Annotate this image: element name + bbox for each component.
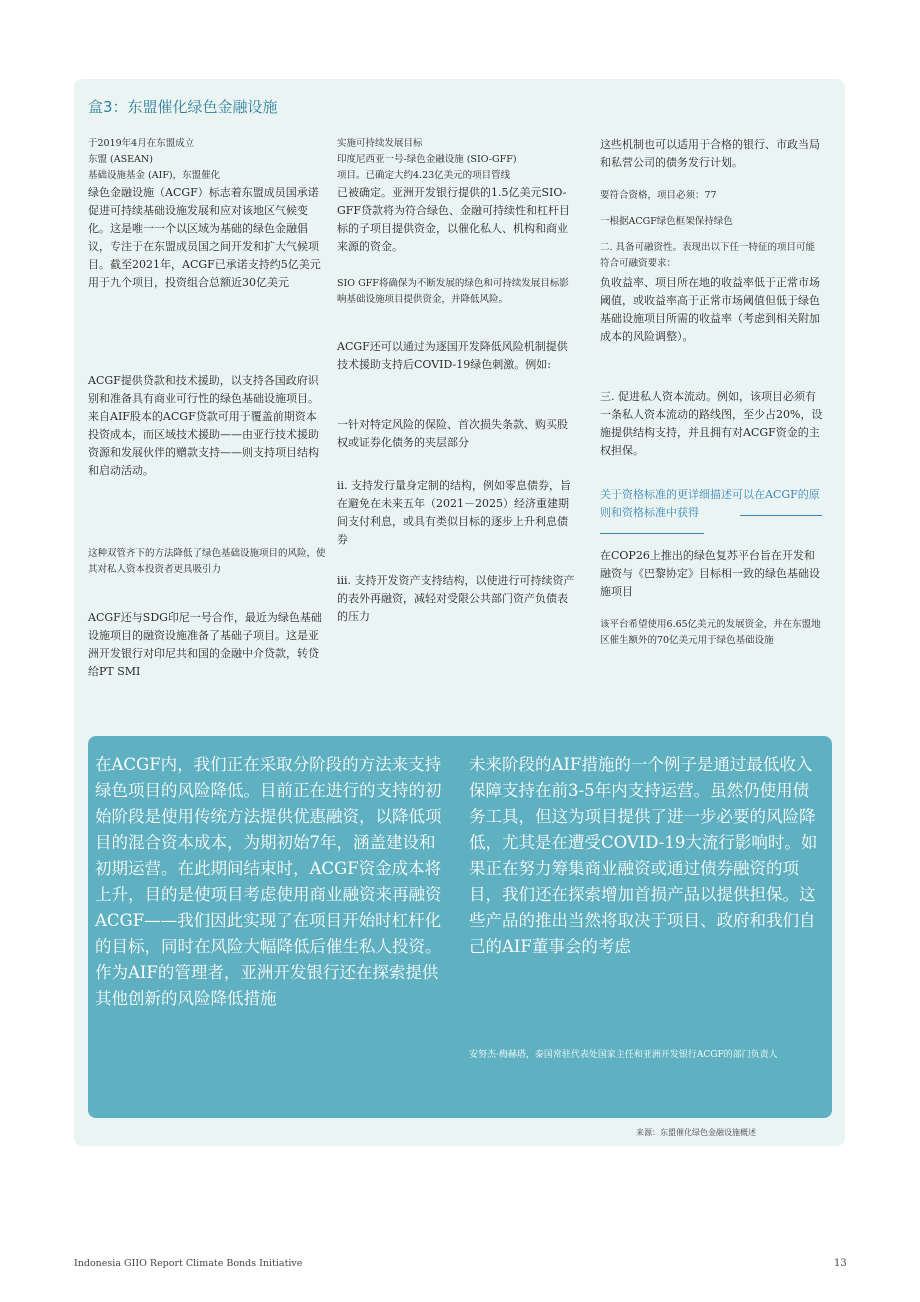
col2-para-3: SIO GFF将确保为不断发展的绿色和可持续发展目标影响基础设施项目提供资金，并降低风险。: [337, 278, 569, 305]
col2-para-4-wrap: [337, 338, 575, 374]
col3-para-3: 一根据ACGF绿色框架保持绿色: [600, 216, 733, 227]
col2-para-6-wrap: [337, 477, 575, 549]
quote-attribution: 安努杰·梅赫塔，泰国常驻代表处国家主任和亚洲开发银行ACGF的部门负责人: [469, 1050, 778, 1060]
col3-para-6: 三. 促进私人资本流动。例如，该项目必须有一条私人资本流动的路线图，至少占20%，设施提供结构支持，并且拥有对ACGF资金的主权担保。: [600, 390, 823, 457]
col1-line-a: 于2019年4月在东盟成立: [88, 138, 195, 149]
quote-left: 在ACGF内，我们正在采取分阶段的方法来支持绿色项目的风险降低。目前正在进行的支持的初始阶段是使用传统方法提供优惠融资，以降低项目的混合资本成本，为期初始7年，涵盖建设和初期运营。在此期间结束时，ACGF资金成本将上升，目的是使项目考虑使用商业融资来再融资ACGF——我们因此实现了在项目开始时杠杆化的目标，同时在风险大幅降低后催生私人投资。作为AIF的管理者，亚洲开发银行还在探索提供其他创新的风险降低措施: [95, 755, 442, 1008]
col3-para-3-wrap: [600, 214, 824, 230]
col2-para-7-wrap: [337, 572, 575, 626]
col1-para-4: 这种双管齐下的方法降低了绿色基础设施项目的风险，使其对私人资本投资者更具吸引力: [88, 548, 326, 575]
col2-para-6: ii. 支持发行量身定制的结构，例如零息债券，旨在避免在未来五年（2021－2025）经济重建期间支付利息，或具有类似目标的逐步上升利息债券: [337, 479, 572, 546]
col3-para-6-wrap: [600, 388, 824, 460]
col3-para-4-wrap: [600, 240, 824, 272]
col1-para-5: ACGF还与SDG印尼一号合作，最近为绿色基础设施项目的融资设施准备了基础子项目。这是亚洲开发银行对印尼共和国的金融中介贷款，转贷给PT SMI: [88, 611, 322, 678]
col1-para-5-wrap: [88, 609, 326, 681]
col2-para-2: 已被确定。亚洲开发银行提供的1.5亿美元SIO-GFF贷款将为符合绿色、金融可持续性和杠杆目标的子项目提供资金，以催化私人、机构和商业来源的资金。: [337, 186, 571, 253]
col3-para-8-wrap: [600, 547, 824, 601]
col3-para-2-wrap: [600, 188, 824, 204]
col1-para-3-wrap: [88, 372, 326, 480]
col2-para-5-wrap: [337, 416, 575, 452]
col3-para-5: 负收益率、项目所在地的收益率低于正常市场阈值，或收益率高于正常市场阈值但低于绿色基础设施项目所需的收益率（考虑到相关附加成本的风险调整）。: [600, 276, 820, 343]
eligibility-link[interactable]: 关于资格标准的更详细描述可以在ACGF的原则和资格标准中获得: [600, 488, 820, 519]
col1-line-c: 基础设施基金 (AIF)，东盟催化: [88, 170, 221, 181]
column-1: [88, 136, 326, 292]
col3-para-9: 该平台希望使用6.65亿美元的发展资金，并在东盟地区催生额外的70亿美元用于绿色基础设施: [600, 619, 821, 646]
col2-line-b: 印度尼西亚一号-绿色金融设施 (SIO-GFF): [337, 154, 517, 165]
col3-para-8: 在COP26上推出的绿色复苏平台旨在开发和融资与《巴黎协定》目标相一致的绿色基础设施项目: [600, 549, 820, 598]
col3-para-9-wrap: [600, 617, 824, 649]
col2-line-a: 实施可持续发展目标: [337, 138, 423, 149]
source-note: 来源：东盟催化绿色金融设施概述: [636, 1128, 756, 1137]
quote-right: 未来阶段的AIF措施的一个例子是通过最低收入保障支持在前3-5年内支持运营。虽然仍使用债务工具，但这为项目提供了进一步必要的风险降低，尤其是在遭受COVID-19大流行影响时。如果正在努力筹集商业融资或通过债券融资的项目，我们还在探索增加首损产品以提供担保。这些产品的推出当然将取决于项目、政府和我们自己的AIF董事会的考虑: [469, 755, 818, 956]
col3-link-wrap[interactable]: [600, 486, 824, 522]
col3-para-4: 二. 具备可融资性。表现出以下任一特征的项目可能符合可融资要求：: [600, 242, 816, 269]
box-title: 盒3：东盟催化绿色金融设施: [88, 98, 278, 116]
page-number: 13: [834, 1258, 847, 1269]
footer-title: Indonesia GIIO Report Climate Bonds Initiative: [74, 1258, 303, 1269]
col2-para-3-wrap: [337, 276, 575, 308]
col2-para-7: iii. 支持开发资产支持结构，以使进行可持续资产的表外再融资，减轻对受限公共部门资产负债表的压力: [337, 574, 575, 623]
col3-para-2: 要符合资格，项目必须：77: [600, 190, 717, 201]
col3-para-1: 这些机制也可以适用于合格的银行、市政当局和私营公司的债务发行计划。: [600, 138, 820, 169]
column-2: [337, 136, 575, 256]
link-underline-2: [600, 533, 704, 534]
col1-para-4-wrap: [88, 546, 326, 578]
col3-para-5-wrap: [600, 274, 824, 346]
col2-para-5: 一针对特定风险的保险、首次损失条款、购买股权或证券化债务的夹层部分: [337, 418, 568, 449]
col1-line-b: 东盟 (ASEAN): [88, 154, 153, 165]
col2-para-4: ACGF还可以通过为逐国开发降低风险机制提供技术援助支持后COVID-19绿色刺激。例如:: [337, 340, 568, 371]
col1-para-2: 绿色金融设施（ACGF）标志着东盟成员国承诺促进可持续基础设施发展和应对该地区气候变化。这是唯一一个以区域为基础的绿色金融倡议，专注于在东盟成员国之间开发和扩大气候项目。截至2021年，ACGF已承诺支持约5亿美元用于九个项目，投资组合总额近30亿美元: [88, 186, 321, 289]
column-3: [600, 136, 824, 172]
col1-para-3: ACGF提供贷款和技术援助，以支持各国政府识别和准备具有商业可行性的绿色基础设施项目。来自AIF股本的ACGF贷款可用于覆盖前期资本投资成本，而区域技术援助——由亚行技术援助资源和发展伙伴的赠款支持——则支持项目结构和启动活动。: [88, 374, 319, 477]
col2-line-c: 项目。已确定大约4.23亿美元的项目管线: [337, 170, 511, 181]
link-underline-1: [740, 515, 822, 516]
